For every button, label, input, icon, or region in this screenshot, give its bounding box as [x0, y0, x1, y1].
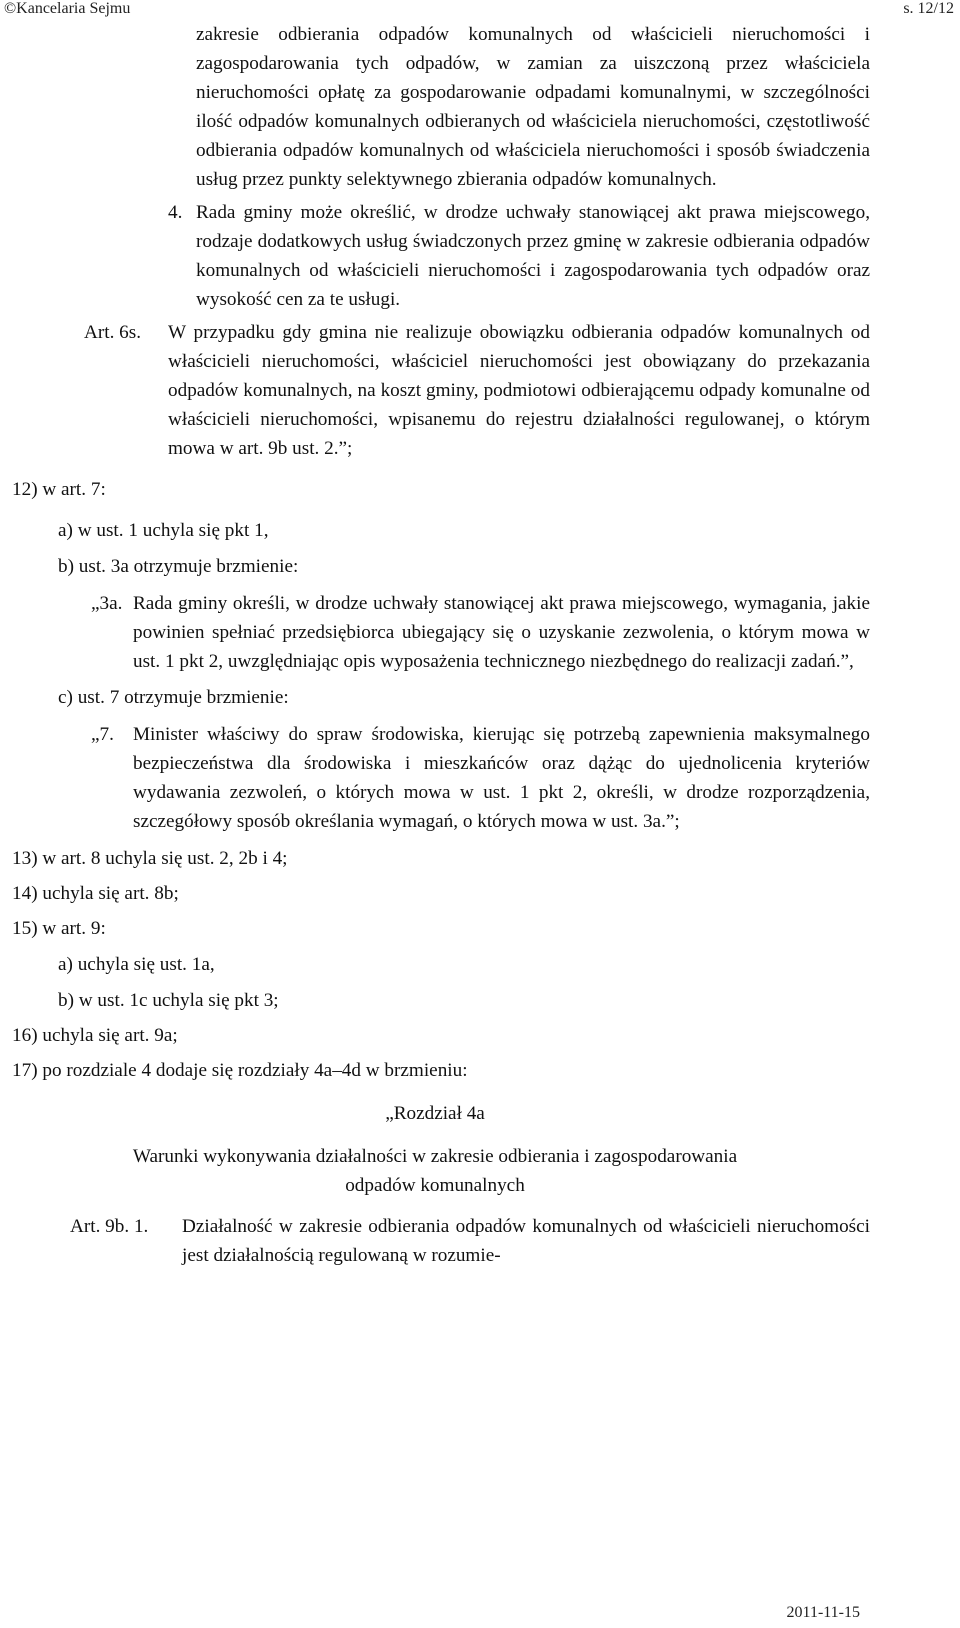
point-17: 17) po rozdziale 4 dodaje się rozdziały 4a–4d w brzmieniu: — [12, 1060, 468, 1081]
point-12: 12) w art. 7: — [12, 479, 106, 500]
ust4-paragraph — [168, 198, 870, 314]
chapter-heading: „Rozdział 4a — [385, 1103, 485, 1124]
point-13: 13) w art. 8 uchyla się ust. 2, 2b i 4; — [12, 848, 288, 869]
ust4-text: Rada gminy może określić, w drodze uchwały stanowiącej akt prawa miejscowego, rodzaje dodatkowych usług świadczonych przez gminę w zakresie odbierania odpadów komunalnych od właścicieli nieruchomości i zagospodarowania tych odpadów oraz wysokość cen za te usługi. — [196, 202, 870, 310]
point-15-a: a) uchyla się ust. 1a, — [58, 954, 215, 975]
header-source-text: ©Kancelaria Sejmu — [4, 0, 131, 17]
chapter-title — [0, 1142, 870, 1200]
quote-ust-3a — [91, 589, 870, 676]
document-body — [0, 20, 960, 1270]
quote-ust-7 — [91, 720, 870, 836]
header-source — [4, 0, 130, 18]
point-16: 16) uchyla się art. 9a; — [12, 1025, 178, 1046]
point-14: 14) uchyla się art. 8b; — [12, 883, 179, 904]
point-12-b: b) ust. 3a otrzymuje brzmienie: — [58, 556, 299, 577]
header-page-number — [903, 0, 954, 18]
quote-ust-3a-lead: „3a. — [91, 593, 123, 614]
point-12-c: c) ust. 7 otrzymuje brzmienie: — [58, 687, 289, 708]
ust4-number: 4. — [168, 202, 183, 223]
intro-paragraph: zakresie odbierania odpadów komunalnych od właścicieli nieruchomości i zagospodarowania tych odpadów, w zamian za uiszczoną przez właściciela nieruchomości opłatę za gospodarowanie odpadami komunalnymi, w szczególności ilość odpadów komunalnych odbieranych od właściciela nieruchomości, częstotliwość odbierania odpadów komunalnych od właściciela nieruchomości i sposób świadczenia usług przez punkty selektywnego zbierania odpadów komunalnych. — [196, 24, 870, 190]
header-page-number-text: s. 12/12 — [903, 0, 954, 17]
art9b-text: Działalność w zakresie odbierania odpadów komunalnych od właścicieli nieruchomości jest działalnością regulowaną w rozumie- — [182, 1216, 870, 1266]
point-15-b: b) w ust. 1c uchyla się pkt 3; — [58, 990, 279, 1011]
chapter-title-line-1: Warunki wykonywania działalności w zakresie odbierania i zagospodarowania — [132, 1146, 738, 1167]
chapter-title-line-2: odpadów komunalnych — [345, 1175, 525, 1196]
art9b-label: Art. 9b. 1. — [70, 1216, 149, 1237]
point-12-a: a) w ust. 1 uchyla się pkt 1, — [58, 520, 269, 541]
quote-ust-7-lead: „7. — [91, 724, 114, 745]
art9b-paragraph — [70, 1212, 870, 1270]
footer-date — [787, 1604, 860, 1622]
art6s-paragraph — [84, 318, 870, 463]
quote-ust-3a-text: Rada gminy określi, w drodze uchwały stanowiącej akt prawa miejscowego, wymagania, jakie powinien spełniać przedsiębiorca ubiegający się o uzyskanie zezwolenia, o którym mowa w ust. 1 pkt 2, uwzględniając opis wyposażenia technicznego niezbędnego do realizacji zadań.”, — [133, 593, 870, 672]
art6s-label: Art. 6s. — [84, 322, 142, 343]
footer-date-text: 2011-11-15 — [786, 1604, 860, 1621]
art6s-text: W przypadku gdy gmina nie realizuje obowiązku odbierania odpadów komunalnych od właścicieli nieruchomości, właściciel nieruchomości jest obowiązany do przekazania odpadów komunalnych, na koszt gminy, podmiotowi odbierającemu odpady komunalne od właścicieli nieruchomości, wpisanemu do rejestru działalności regulowanej, o którym mowa w art. 9b ust. 2.”; — [168, 322, 870, 459]
point-15: 15) w art. 9: — [12, 918, 106, 939]
quote-ust-7-text: Minister właściwy do spraw środowiska, kierując się potrzebą zapewnienia maksymalnego bezpieczeństwa dla środowiska i mieszkańców oraz dążąc do ujednolicenia kryteriów wydawania zezwoleń, o których mowa w ust. 1 pkt 2, określi, w drodze rozporządzenia, szczegółowy sposób określania wymagań, o których mowa w ust. 3a.”; — [133, 724, 870, 832]
